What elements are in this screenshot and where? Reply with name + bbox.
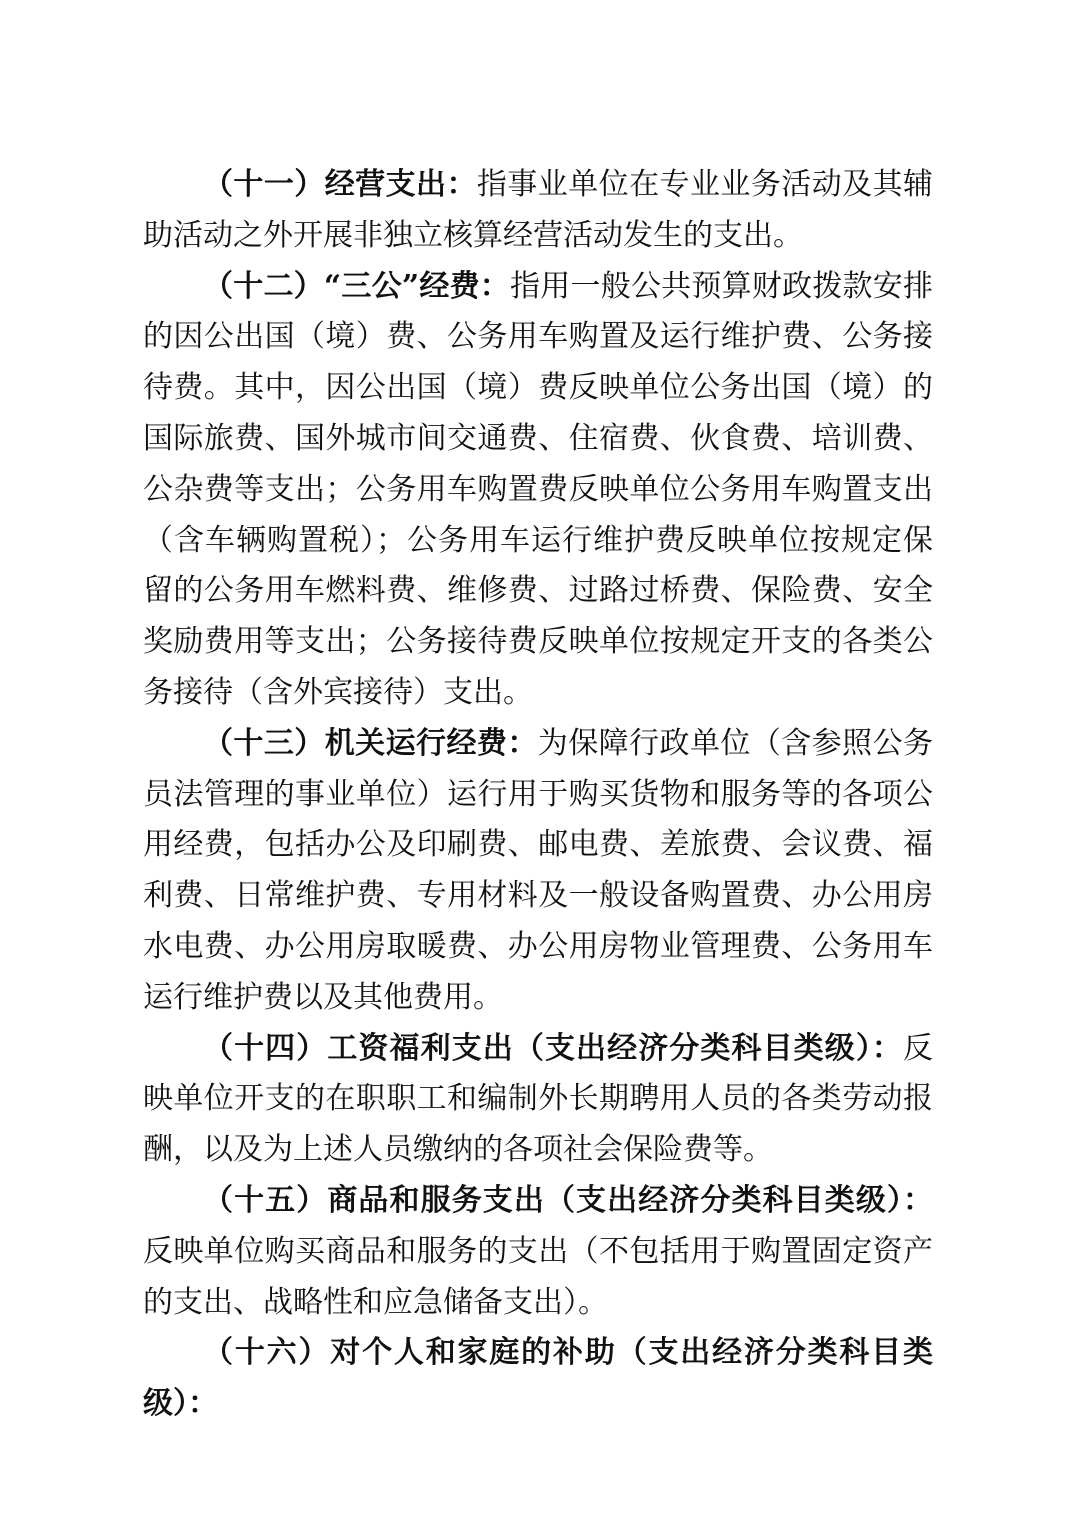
paragraph-three-public-expenses [143,262,933,719]
paragraph-goods-services [143,1176,933,1328]
paragraph-body: 反映单位开支的在职职工和编制外长期聘用人员的各类劳动报酬，以及为上述人员缴纳的各项社会保险费等。 [143,1030,933,1168]
paragraph-heading: （十四）工资福利支出（支出经济分类科目类级）： [203,1030,903,1066]
paragraph-heading: （十二）“三公”经费： [203,268,511,304]
paragraph-body: 指事业单位在专业业务活动及其辅助活动之外开展非独立核算经营活动发生的支出。 [143,167,934,253]
paragraph-operating-expenditure [143,160,933,262]
paragraph-heading: （十六）对个人和家庭的补助（支出经济分类科目类级）： [143,1335,933,1422]
paragraph-body: 为保障行政单位（含参照公务员法管理的事业单位）运行用于购买货物和服务等的各项公用经费，包括办公及印刷费、邮电费、差旅费、会议费、福利费、日常维护费、专用材料及一般设备购置费、办公用房水电费、办公用房取暖费、办公用房物业管理费、公务用车运行维护费以及其他费用。 [143,725,934,1015]
paragraph-wages-welfare [143,1024,933,1176]
paragraph-heading: （十一）经营支出： [203,167,477,202]
paragraph-agency-operating-funds [143,719,933,1024]
paragraph-heading: （十三）机关运行经费： [203,725,538,761]
paragraph-body: 反映单位购买商品和服务的支出（不包括用于购置固定资产的支出、战略性和应急储备支出）。 [143,1233,933,1320]
paragraph-heading: （十五）商品和服务支出（支出经济分类科目类级）： [203,1182,933,1218]
document-page [143,160,933,1430]
paragraph-body: 指用一般公共预算财政拨款安排的因公出国（境）费、公务用车购置及运行维护费、公务接待费。其中，因公出国（境）费反映单位公务出国（境）的国际旅费、国外城市间交通费、住宿费、伙食费、培训费、公杂费等支出；公务用车购置费反映单位公务用车购置支出（含车辆购置税）；公务用车运行维护费反映单位按规定保留的公务用车燃料费、维修费、过路过桥费、保险费、安全奖励费用等支出；公务接待费反映单位按规定开支的各类公务接待（含外宾接待）支出。 [143,268,934,710]
paragraph-household-subsidies [143,1328,933,1430]
